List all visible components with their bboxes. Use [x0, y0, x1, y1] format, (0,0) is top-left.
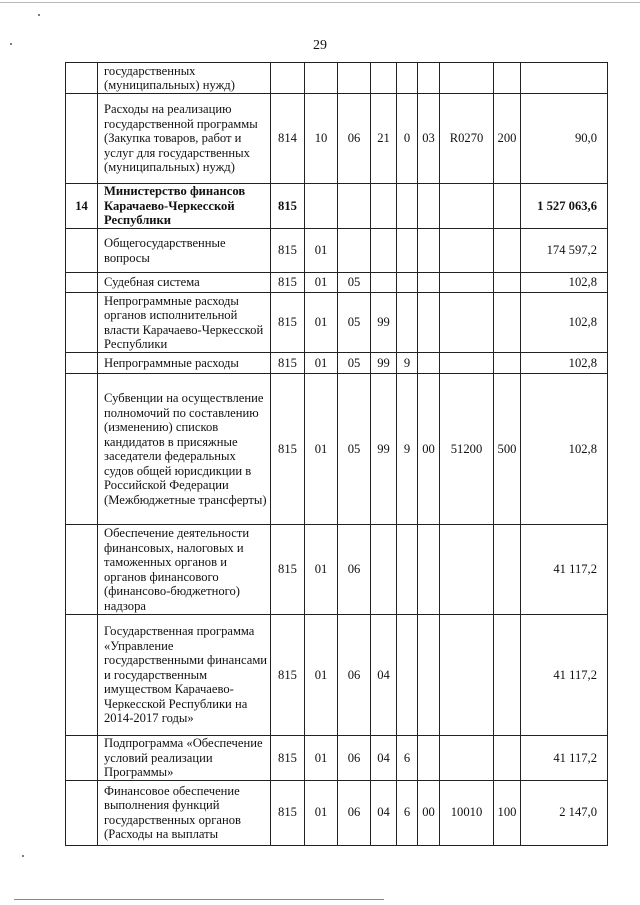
row-number-cell: [66, 293, 98, 353]
table-row: [66, 94, 608, 184]
subsection-code-cell: [338, 63, 371, 94]
program-code-cell: 99: [371, 374, 397, 525]
section-code-cell: 01: [305, 374, 338, 525]
subsection-code-cell: [338, 229, 371, 273]
program-code-cell: [371, 229, 397, 273]
direction-code-cell: [440, 525, 494, 615]
bottom-edge-line: [14, 899, 384, 900]
table-row: [66, 525, 608, 615]
section-code-cell: 01: [305, 229, 338, 273]
section-code-cell: 01: [305, 736, 338, 781]
amount-cell: 102,8: [521, 273, 608, 293]
direction-code-cell: [440, 184, 494, 229]
subsection-code-cell: 05: [338, 353, 371, 374]
table-row: [66, 374, 608, 525]
scan-speck: [38, 14, 40, 16]
activity-code-cell: [418, 184, 440, 229]
program-code-cell: 21: [371, 94, 397, 184]
direction-code-cell: [440, 353, 494, 374]
row-number-cell: 14: [66, 184, 98, 229]
subprogram-code-cell: [397, 525, 418, 615]
subprogram-code-cell: [397, 63, 418, 94]
top-edge-line: [0, 2, 640, 3]
ministry-code-cell: 815: [271, 353, 305, 374]
ministry-code-cell: 815: [271, 736, 305, 781]
amount-cell: 174 597,2: [521, 229, 608, 273]
subsection-code-cell: 06: [338, 94, 371, 184]
program-code-cell: [371, 273, 397, 293]
program-code-cell: 99: [371, 353, 397, 374]
table-row: [66, 780, 608, 845]
activity-code-cell: 03: [418, 94, 440, 184]
subprogram-code-cell: [397, 229, 418, 273]
row-number-cell: [66, 374, 98, 525]
table-row: [66, 353, 608, 374]
subsection-code-cell: 05: [338, 273, 371, 293]
scan-speck: [10, 43, 12, 45]
subprogram-code-cell: [397, 184, 418, 229]
subprogram-code-cell: 9: [397, 374, 418, 525]
amount-cell: 102,8: [521, 374, 608, 525]
program-code-cell: [371, 525, 397, 615]
expense-type-code-cell: [494, 736, 521, 781]
amount-cell: 1 527 063,6: [521, 184, 608, 229]
row-number-cell: [66, 63, 98, 94]
subprogram-code-cell: 0: [397, 94, 418, 184]
ministry-code-cell: 815: [271, 525, 305, 615]
direction-code-cell: 10010: [440, 780, 494, 845]
subsection-code-cell: 06: [338, 736, 371, 781]
expense-type-code-cell: [494, 615, 521, 736]
expense-type-code-cell: 100: [494, 780, 521, 845]
section-code-cell: [305, 184, 338, 229]
table-row: [66, 293, 608, 353]
table-row: [66, 615, 608, 736]
subprogram-code-cell: 6: [397, 736, 418, 781]
direction-code-cell: 51200: [440, 374, 494, 525]
expense-name-cell: Финансовое обеспечение выполнения функций государственных органов (Расходы на выплаты: [98, 780, 271, 845]
table-row: [66, 273, 608, 293]
row-number-cell: [66, 273, 98, 293]
section-code-cell: 01: [305, 780, 338, 845]
expense-type-code-cell: [494, 229, 521, 273]
ministry-code-cell: 815: [271, 780, 305, 845]
program-code-cell: 04: [371, 780, 397, 845]
section-code-cell: 01: [305, 273, 338, 293]
amount-cell: 41 117,2: [521, 525, 608, 615]
direction-code-cell: [440, 273, 494, 293]
expense-type-code-cell: 200: [494, 94, 521, 184]
expense-name-cell: Государственная программа «Управление государственными финансами и государственным имуществом Карачаево-Черкесской Республики на 2014-2017 годы»: [98, 615, 271, 736]
subprogram-code-cell: 9: [397, 353, 418, 374]
program-code-cell: 99: [371, 293, 397, 353]
expense-type-code-cell: [494, 293, 521, 353]
expense-name-cell: государственных (муниципальных) нужд): [98, 63, 271, 94]
page-number: 29: [313, 38, 327, 53]
row-number-cell: [66, 615, 98, 736]
expense-name-cell: Судебная система: [98, 273, 271, 293]
amount-cell: 102,8: [521, 293, 608, 353]
subsection-code-cell: [338, 184, 371, 229]
expense-name-cell: Общегосударственные вопросы: [98, 229, 271, 273]
row-number-cell: [66, 736, 98, 781]
amount-cell: 41 117,2: [521, 736, 608, 781]
section-code-cell: [305, 63, 338, 94]
expense-type-code-cell: [494, 184, 521, 229]
program-code-cell: 04: [371, 615, 397, 736]
ministry-code-cell: 815: [271, 184, 305, 229]
program-code-cell: [371, 63, 397, 94]
ministry-code-cell: 815: [271, 229, 305, 273]
activity-code-cell: [418, 353, 440, 374]
expense-type-code-cell: [494, 273, 521, 293]
row-number-cell: [66, 353, 98, 374]
direction-code-cell: [440, 736, 494, 781]
subprogram-code-cell: 6: [397, 780, 418, 845]
scan-speck: [22, 855, 24, 857]
subsection-code-cell: 06: [338, 780, 371, 845]
amount-cell: 2 147,0: [521, 780, 608, 845]
expense-name-cell: Подпрограмма «Обеспечение условий реализации Программы»: [98, 736, 271, 781]
table-row: [66, 229, 608, 273]
budget-table-body: [66, 63, 608, 846]
amount-cell: 41 117,2: [521, 615, 608, 736]
row-number-cell: [66, 780, 98, 845]
direction-code-cell: [440, 293, 494, 353]
program-code-cell: 04: [371, 736, 397, 781]
amount-cell: [521, 63, 608, 94]
activity-code-cell: [418, 736, 440, 781]
amount-cell: 102,8: [521, 353, 608, 374]
row-number-cell: [66, 525, 98, 615]
activity-code-cell: [418, 293, 440, 353]
activity-code-cell: [418, 525, 440, 615]
expense-type-code-cell: [494, 63, 521, 94]
activity-code-cell: [418, 63, 440, 94]
budget-table: [65, 62, 608, 846]
ministry-code-cell: [271, 63, 305, 94]
section-code-cell: 01: [305, 293, 338, 353]
expense-name-cell: Непрограммные расходы органов исполнительной власти Карачаево-Черкесской Республики: [98, 293, 271, 353]
expense-name-cell: Непрограммные расходы: [98, 353, 271, 374]
activity-code-cell: [418, 229, 440, 273]
section-code-cell: 01: [305, 615, 338, 736]
expense-type-code-cell: [494, 353, 521, 374]
ministry-code-cell: 815: [271, 273, 305, 293]
expense-name-cell: Обеспечение деятельности финансовых, налоговых и таможенных органов и органов финансового (финансово-бюджетного) надзора: [98, 525, 271, 615]
expense-name-cell: Министерство финансов Карачаево-Черкесской Республики: [98, 184, 271, 229]
ministry-code-cell: 815: [271, 615, 305, 736]
subsection-code-cell: 05: [338, 374, 371, 525]
activity-code-cell: [418, 273, 440, 293]
activity-code-cell: [418, 615, 440, 736]
direction-code-cell: [440, 615, 494, 736]
ministry-code-cell: 815: [271, 374, 305, 525]
subprogram-code-cell: [397, 615, 418, 736]
ministry-code-cell: 815: [271, 293, 305, 353]
subsection-code-cell: 06: [338, 615, 371, 736]
section-code-cell: 01: [305, 353, 338, 374]
direction-code-cell: R0270: [440, 94, 494, 184]
table-row: [66, 63, 608, 94]
program-code-cell: [371, 184, 397, 229]
ministry-code-cell: 814: [271, 94, 305, 184]
expense-type-code-cell: 500: [494, 374, 521, 525]
expense-name-cell: Субвенции на осуществление полномочий по составлению (изменению) списков кандидатов в присяжные заседатели федеральных судов общей юрисдикции в Российской Федерации (Межбюджетные трансферты): [98, 374, 271, 525]
direction-code-cell: [440, 63, 494, 94]
activity-code-cell: 00: [418, 374, 440, 525]
subprogram-code-cell: [397, 293, 418, 353]
amount-cell: 90,0: [521, 94, 608, 184]
section-code-cell: 10: [305, 94, 338, 184]
subprogram-code-cell: [397, 273, 418, 293]
row-number-cell: [66, 229, 98, 273]
table-row: [66, 184, 608, 229]
activity-code-cell: 00: [418, 780, 440, 845]
subsection-code-cell: 06: [338, 525, 371, 615]
expense-name-cell: Расходы на реализацию государственной программы (Закупка товаров, работ и услуг для государственных (муниципальных) нужд): [98, 94, 271, 184]
section-code-cell: 01: [305, 525, 338, 615]
row-number-cell: [66, 94, 98, 184]
direction-code-cell: [440, 229, 494, 273]
expense-type-code-cell: [494, 525, 521, 615]
table-row: [66, 736, 608, 781]
subsection-code-cell: 05: [338, 293, 371, 353]
